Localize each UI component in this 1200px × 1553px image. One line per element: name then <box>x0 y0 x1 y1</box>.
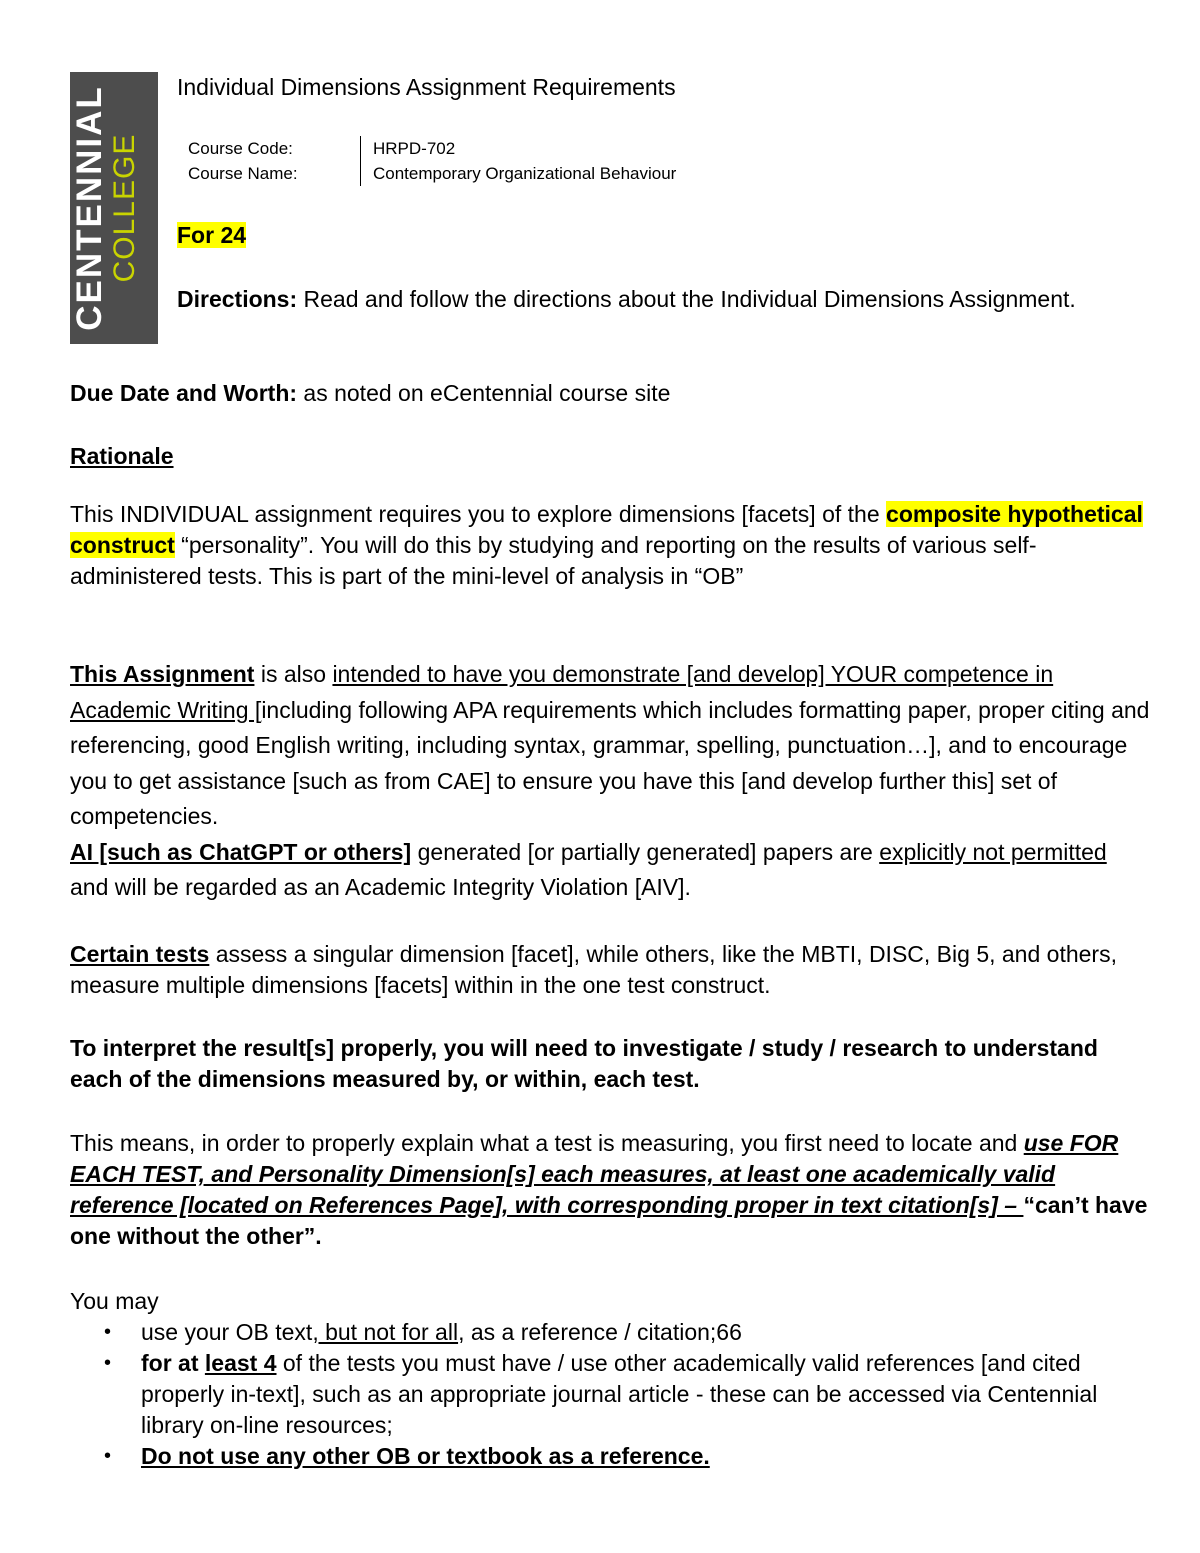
directions-paragraph <box>177 284 1117 315</box>
course-code-value: HRPD-702 <box>373 139 456 158</box>
guidelines-list <box>70 1317 1150 1472</box>
college-logo <box>70 72 158 344</box>
you-may-label: You may <box>70 1288 159 1314</box>
document-title: Individual Dimensions Assignment Requirements <box>177 74 676 100</box>
bullet-icon: • <box>104 1445 112 1467</box>
means-text-a: This means, in order to properly explain what a test is measuring, you first need to locate and <box>70 1130 1024 1156</box>
bullet-3: Do not use any other OB or textbook as a reference. <box>141 1443 710 1469</box>
for24-heading <box>177 220 246 251</box>
rationale-heading: Rationale <box>70 443 174 469</box>
bullet-1-b: , but not for all <box>312 1319 459 1345</box>
ai-label: AI [such as ChatGPT or others] <box>70 838 412 865</box>
means-paragraph <box>70 1128 1150 1252</box>
means-emphasis: use FOR EACH TEST, and Personality Dimension[s] each measures, at least one academically valid reference [located on References Page], with corresponding proper in text citation[s] – <box>70 1130 1119 1218</box>
list-item <box>70 1348 1150 1441</box>
list-item <box>70 1317 1150 1348</box>
course-name-label: Course Name: <box>188 161 361 186</box>
directions-label: Directions: <box>177 286 298 312</box>
bullet-icon: • <box>104 1352 112 1374</box>
assignment-text-1: is also <box>254 661 333 687</box>
course-info <box>188 136 676 186</box>
means-quote: “can’t have one without the other”. <box>70 1192 1148 1249</box>
bullet-1-a: use your OB text <box>141 1319 313 1345</box>
assignment-intent: intended to have you demonstrate [and develop] YOUR competence in Academic Writing [ <box>70 661 1054 723</box>
logo-line-1: CENTENNIAL <box>70 85 109 331</box>
bullet-2-b: least 4 <box>204 1350 277 1376</box>
list-item <box>70 1441 1150 1472</box>
ai-text-1: generated [or partially generated] papers are <box>411 838 880 865</box>
bullet-1-c: , as a reference / citation;66 <box>458 1319 742 1345</box>
rationale-text-a: This INDIVIDUAL assignment requires you to explore dimensions [facets] of the <box>70 501 887 527</box>
course-name-value: Contemporary Organizational Behaviour <box>373 164 677 183</box>
directions-text: Read and follow the directions about the Individual Dimensions Assignment. <box>297 286 1076 312</box>
ai-not-permitted: explicitly not permitted <box>879 838 1107 865</box>
logo-line-2: COLLEGE <box>108 133 141 283</box>
due-text: as noted on eCentennial course site <box>297 380 671 406</box>
bullet-icon: • <box>104 1321 112 1343</box>
assignment-label: This Assignment <box>70 661 255 687</box>
course-code-label: Course Code: <box>188 136 361 161</box>
for24-text: For 24 <box>177 222 247 248</box>
due-label: Due Date and Worth: <box>70 380 298 406</box>
certain-tests-label: Certain tests <box>70 941 210 967</box>
bullet-2-a: for at <box>141 1350 205 1376</box>
interpret-paragraph: To interpret the result[s] properly, you will need to investigate / study / research to understand each of the dimensions measured by, or within, each test. <box>70 1035 1098 1092</box>
bullet-2-c: of the tests you must have / use other academically valid references [and cited properly in-text], such as an appropriate journal article - these can be accessed via Centennial library on-line resources; <box>141 1350 1098 1438</box>
assignment-paragraph <box>70 657 1150 906</box>
rationale-text-b: “personality”. You will do this by studying and reporting on the results of various self-administered tests. This is part of the mini-level of analysis in “OB” <box>70 532 1037 589</box>
rationale-paragraph <box>70 499 1150 592</box>
certain-tests-paragraph <box>70 939 1150 1001</box>
certain-tests-text: assess a singular dimension [facet], while others, like the MBTI, DISC, Big 5, and others, measure multiple dimensions [facets] within in the one test construct. <box>70 941 1117 998</box>
assignment-text-2: including following APA requirements which includes formatting paper, proper citing and referencing, good English writing, including syntax, grammar, spelling, punctuation…], and to encourage you to get assistance [such as from CAE] to ensure you have this [and develop further this] set of competencies. <box>70 696 1150 829</box>
ai-text-2: and will be regarded as an Academic Integrity Violation [AIV]. <box>70 874 691 900</box>
rationale-highlight: composite hypothetical construct <box>70 501 1143 558</box>
due-date-paragraph <box>70 378 670 409</box>
